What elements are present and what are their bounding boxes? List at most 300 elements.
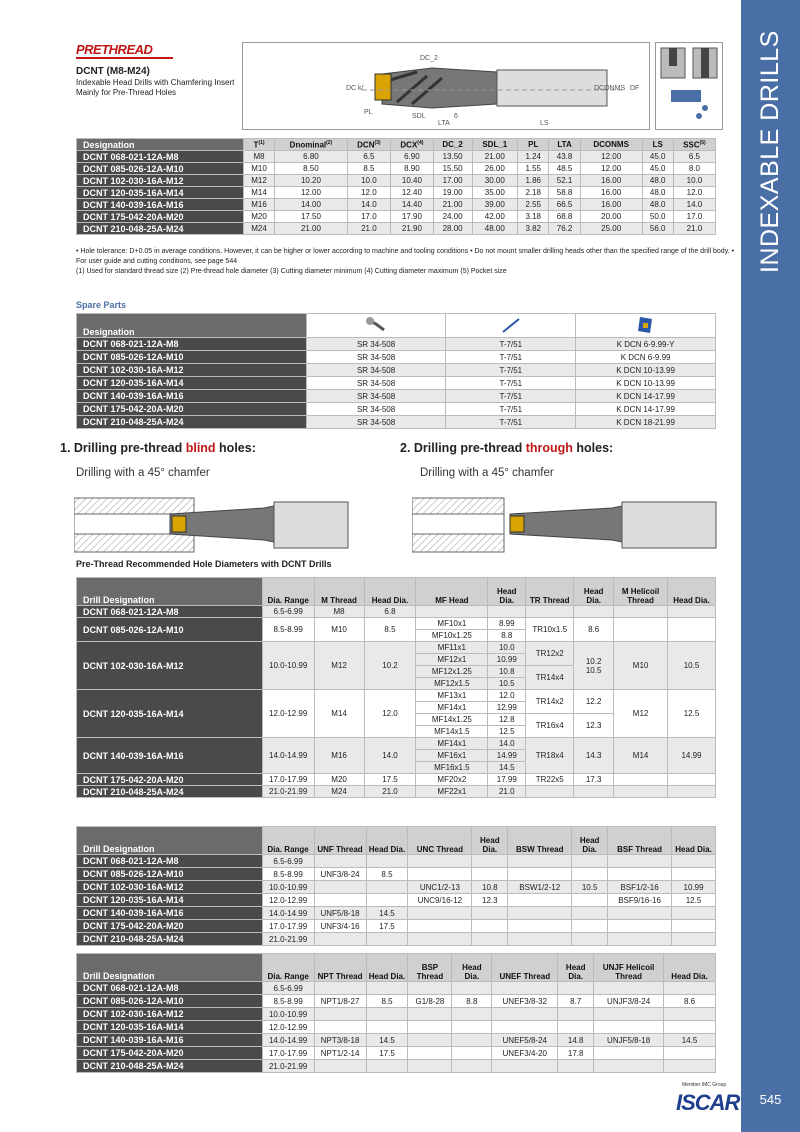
- cell-bsw-thread: [508, 920, 572, 933]
- cell-head-dia: [452, 1047, 492, 1060]
- cell-unf-thread: [314, 881, 366, 894]
- header-label: LS: [652, 140, 663, 149]
- row-designation: DCNT 102-030-16A-M12: [77, 642, 263, 690]
- label-ls: LS: [540, 120, 549, 127]
- cell-dc-2: 13.50: [433, 151, 472, 163]
- header-head-dia: Head Dia.: [558, 954, 594, 982]
- header-ls: [642, 139, 673, 151]
- head-dia: [668, 774, 716, 786]
- cell-bsf-thread: [608, 920, 672, 933]
- cell-head-dia: [664, 982, 716, 995]
- cell-dconms: 12.00: [580, 151, 642, 163]
- row-designation: DCNT 068-021-12A-M8: [77, 855, 263, 868]
- head-dia: 10.99: [488, 654, 526, 666]
- table-row: [77, 187, 716, 199]
- cell-lta: 68.8: [549, 211, 580, 223]
- cell-bsf-thread: BSF9/16-16: [608, 894, 672, 907]
- head-dia: [488, 606, 526, 618]
- header-tr-thread: TR Thread: [526, 578, 574, 606]
- page-number: 545: [759, 1092, 782, 1107]
- key-cell: T-7/51: [446, 351, 576, 364]
- cell-pl: 1.55: [518, 163, 549, 175]
- cell-unjf-helicoil-thread: [594, 982, 664, 995]
- tr-thread: TR18x4: [526, 738, 574, 774]
- table-row: [77, 416, 716, 429]
- cell-unf-thread: [314, 894, 366, 907]
- head-dia: 14.5: [488, 762, 526, 774]
- header-lta: [549, 139, 580, 151]
- header-unc-thread: UNC Thread: [408, 827, 472, 855]
- head-dia: 6.8: [364, 606, 416, 618]
- insert-cell: K DCN 18-21.99: [576, 416, 716, 429]
- cell-dia-range: 21.0-21.99: [262, 1060, 314, 1073]
- cell-head-dia: [672, 855, 716, 868]
- cell-dcx: 14.40: [391, 199, 434, 211]
- table-row: [77, 920, 716, 933]
- tr-thread: TR16x4: [526, 714, 574, 738]
- cell-head-dia: [452, 1008, 492, 1021]
- cell-bsw-thread: [508, 855, 572, 868]
- table-row: [77, 1047, 716, 1060]
- header-dcn: [347, 139, 390, 151]
- table-row: [77, 199, 716, 211]
- cell-dia-range: 21.0-21.99: [262, 933, 314, 946]
- cell-bsp-thread: G1/8-28: [408, 995, 452, 1008]
- tr-thread: TR14x4: [526, 666, 574, 690]
- cell-ls: 48.0: [642, 199, 673, 211]
- cell-head-dia: 8.8: [452, 995, 492, 1008]
- cell-head-dia: [366, 1021, 408, 1034]
- cell-head-dia: [572, 894, 608, 907]
- cell-lta: 76.2: [549, 223, 580, 235]
- cell-dc-2: 21.00: [433, 199, 472, 211]
- row-designation: DCNT 120-035-16A-M14: [77, 377, 307, 390]
- cell-sdl-1: 21.00: [472, 151, 518, 163]
- mf-head: MF14x1: [416, 738, 488, 750]
- cell-sdl-1: 42.00: [472, 211, 518, 223]
- product-subtitle: Indexable Head Drills with Chamfering Insert Mainly for Pre-Thread Holes: [76, 78, 235, 97]
- cell-pl: 3.18: [518, 211, 549, 223]
- table-row: [77, 163, 716, 175]
- helicoil-thread: M10: [614, 642, 668, 690]
- cell-npt-thread: NPT3/8-18: [314, 1034, 366, 1047]
- section2-heading: [400, 441, 613, 455]
- table-row: [77, 881, 716, 894]
- head-dia: 12.2: [574, 690, 614, 714]
- header-drill-designation: Drill Designation: [77, 578, 263, 606]
- header-bsf-thread: BSF Thread: [608, 827, 672, 855]
- insert-icon: [634, 315, 658, 335]
- cell-sdl-1: 39.00: [472, 199, 518, 211]
- cell-unef-thread: [492, 1008, 558, 1021]
- cell-sdl-1: 48.00: [472, 223, 518, 235]
- key-cell: T-7/51: [446, 338, 576, 351]
- header-label: DCONMS: [593, 140, 629, 149]
- through-hole-diagram: [412, 496, 722, 554]
- header-label: DCN: [357, 140, 375, 150]
- cell-head-dia: [472, 907, 508, 920]
- cell-dcn: 6.5: [347, 151, 390, 163]
- table-row: [77, 1021, 716, 1034]
- mf-head: MF10x1: [416, 618, 488, 630]
- dia-range: 17.0-17.99: [262, 774, 314, 786]
- m-thread: M10: [314, 618, 364, 642]
- cell-head-dia: 14.5: [664, 1034, 716, 1047]
- cell-dnominal: 14.00: [275, 199, 347, 211]
- cell-dc-2: 28.00: [433, 223, 472, 235]
- row-designation: DCNT 068-021-12A-M8: [77, 151, 244, 163]
- spare-parts-table: [76, 313, 716, 429]
- cell-bsf-thread: [608, 933, 672, 946]
- row-designation: DCNT 068-021-12A-M8: [77, 982, 263, 995]
- cell-dnominal: 10.20: [275, 175, 347, 187]
- head-dia: 10.0: [488, 642, 526, 654]
- cell-head-dia: [558, 1021, 594, 1034]
- cell-dc-2: 15.50: [433, 163, 472, 175]
- head-dia: 8.5: [364, 618, 416, 642]
- cell-unc-thread: UNC1/2-13: [408, 881, 472, 894]
- tr-thread: TR14x2: [526, 690, 574, 714]
- cell-head-dia: [366, 1008, 408, 1021]
- insert-cell: K DCN 14-17.99: [576, 390, 716, 403]
- cell-pl: 1.24: [518, 151, 549, 163]
- header-label: PL: [528, 140, 539, 149]
- insert-icon-cell: [576, 314, 716, 338]
- cell-dia-range: 17.0-17.99: [262, 1047, 314, 1060]
- cell-head-dia: [572, 920, 608, 933]
- cell-bsp-thread: [408, 982, 452, 995]
- header-footnote: (5): [699, 139, 706, 146]
- header-label: SDL_1: [482, 140, 508, 149]
- head-dia: 21.0: [488, 786, 526, 798]
- row-designation: DCNT 140-039-16A-M16: [77, 738, 263, 774]
- cell-bsp-thread: [408, 1060, 452, 1073]
- cell-npt-thread: NPT1/2-14: [314, 1047, 366, 1060]
- row-designation: DCNT 085-026-12A-M10: [77, 163, 244, 175]
- head-dia: 12.0: [488, 690, 526, 702]
- cell-bsf-thread: [608, 868, 672, 881]
- rec-table-title: Pre-Thread Recommended Hole Diameters with DCNT Drills: [76, 559, 332, 569]
- row-designation: DCNT 102-030-16A-M12: [77, 175, 244, 187]
- spare-parts-label: Spare Parts: [76, 300, 127, 310]
- mf-head: MF12x1: [416, 654, 488, 666]
- head-dia: 21.0: [364, 786, 416, 798]
- head-dia: 14.0: [364, 738, 416, 774]
- cell-dia-range: 17.0-17.99: [262, 920, 314, 933]
- head-dia: 8.8: [488, 630, 526, 642]
- cell-unc-thread: [408, 855, 472, 868]
- helicoil-thread: [614, 618, 668, 642]
- section2-sub: Drilling with a 45° chamfer: [420, 467, 554, 479]
- cell-unc-thread: [408, 868, 472, 881]
- header-designation: [77, 139, 244, 151]
- mf-head: MF20x2: [416, 774, 488, 786]
- cell-head-dia: 17.5: [366, 1047, 408, 1060]
- cell-npt-thread: [314, 1060, 366, 1073]
- header-drill-designation: Drill Designation: [77, 954, 263, 982]
- cell-unc-thread: [408, 933, 472, 946]
- cell-dia-range: 8.5-8.99: [262, 995, 314, 1008]
- unc-thread-table: [76, 826, 716, 946]
- header-footnote: (3): [374, 139, 381, 146]
- cell-head-dia: [572, 933, 608, 946]
- m-thread: M14: [314, 690, 364, 738]
- header-head-dia: Head Dia.: [452, 954, 492, 982]
- cell-ls: 45.0: [642, 151, 673, 163]
- cell-head-dia: 14.5: [366, 907, 408, 920]
- key-cell: T-7/51: [446, 403, 576, 416]
- cell-dcx: 17.90: [391, 211, 434, 223]
- cell-pl: 2.18: [518, 187, 549, 199]
- cell-head-dia: 17.8: [558, 1047, 594, 1060]
- table-row: [77, 351, 716, 364]
- header-dia-range: Dia. Range: [262, 954, 314, 982]
- cell-head-dia: [366, 881, 408, 894]
- head-dia: 14.99: [488, 750, 526, 762]
- header-footnote: (2): [326, 139, 333, 146]
- cell-head-dia: [366, 894, 408, 907]
- m-thread: M16: [314, 738, 364, 774]
- header-footnote: (4): [417, 139, 424, 146]
- label-sdl: SDL: [412, 113, 426, 120]
- cell-dconms: 16.00: [580, 187, 642, 199]
- header-dia-range: Dia. Range: [262, 578, 314, 606]
- head-dia: 17.99: [488, 774, 526, 786]
- insert-cell: K DCN 10-13.99: [576, 364, 716, 377]
- cell-unjf-helicoil-thread: [594, 1060, 664, 1073]
- cell-ls: 56.0: [642, 223, 673, 235]
- header-t: [243, 139, 274, 151]
- cell-t: M10: [243, 163, 274, 175]
- header-dia-range: Dia. Range: [262, 827, 314, 855]
- cell-dconms: 20.00: [580, 211, 642, 223]
- label-pl: PL: [364, 109, 373, 116]
- row-designation: DCNT 085-026-12A-M10: [77, 868, 263, 881]
- helicoil-thread: M14: [614, 738, 668, 774]
- cell-head-dia: [672, 920, 716, 933]
- mf-head: MF14x1: [416, 702, 488, 714]
- header-m-helicoil-thread: M Helicoil Thread: [614, 578, 668, 606]
- row-designation: DCNT 175-042-20A-M20: [77, 920, 263, 933]
- label-df: DF: [630, 85, 640, 92]
- cell-t: M14: [243, 187, 274, 199]
- head-dia: 17.5: [364, 774, 416, 786]
- cell-npt-thread: [314, 1021, 366, 1034]
- cell-head-dia: [664, 1021, 716, 1034]
- cell-unjf-helicoil-thread: [594, 1008, 664, 1021]
- row-designation: DCNT 120-035-16A-M14: [77, 894, 263, 907]
- head-dia: 14.99: [668, 738, 716, 774]
- cell-ls: 45.0: [642, 163, 673, 175]
- cell-unef-thread: UNEF3/8-32: [492, 995, 558, 1008]
- cell-npt-thread: [314, 982, 366, 995]
- tr-head-dia: 10.2: [585, 656, 602, 666]
- cell-dia-range: 10.0-10.99: [262, 1008, 314, 1021]
- tr-thread: TR22x5: [526, 774, 574, 786]
- cell-head-dia: 8.7: [558, 995, 594, 1008]
- cell-dcn: 12.0: [347, 187, 390, 199]
- notes: [76, 247, 736, 277]
- cell-sdl-1: 26.00: [472, 163, 518, 175]
- header-label: Designation: [83, 140, 135, 150]
- row-designation: DCNT 210-048-25A-M24: [77, 933, 263, 946]
- cell-dconms: 25.00: [580, 223, 642, 235]
- cell-t: M24: [243, 223, 274, 235]
- key-cell: T-7/51: [446, 390, 576, 403]
- screw-icon-cell: [306, 314, 446, 338]
- cell-unjf-helicoil-thread: UNJF5/8-18: [594, 1034, 664, 1047]
- row-designation: DCNT 085-026-12A-M10: [77, 351, 307, 364]
- header-label: LTA: [557, 140, 572, 149]
- cell-bsw-thread: BSW1/2-12: [508, 881, 572, 894]
- header-drill-designation: Drill Designation: [77, 827, 263, 855]
- cell-unf-thread: [314, 933, 366, 946]
- header-head-dia: Head Dia.: [672, 827, 716, 855]
- cell-sdl-1: 30.00: [472, 175, 518, 187]
- table-row: [77, 338, 716, 351]
- cell-head-dia: 10.8: [472, 881, 508, 894]
- cell-dia-range: 10.0-10.99: [262, 881, 314, 894]
- cell-ssc: 14.0: [673, 199, 715, 211]
- head-dia: [668, 618, 716, 642]
- cell-dcn: 8.5: [347, 163, 390, 175]
- cell-dcx: 21.90: [391, 223, 434, 235]
- row-designation: DCNT 085-026-12A-M10: [77, 618, 263, 642]
- header-bsw-thread: BSW Thread: [508, 827, 572, 855]
- row-designation: DCNT 102-030-16A-M12: [77, 1008, 263, 1021]
- logo-member-text: Member IMC Group: [682, 1082, 727, 1088]
- row-designation: DCNT 120-035-16A-M14: [77, 690, 263, 738]
- cell-unc-thread: UNC9/16-12: [408, 894, 472, 907]
- notes-line2: (1) Used for standard thread size (2) Pre-thread hole diameter (3) Cutting diameter minimum (4) Cutting diameter maximum (5) Pocket size: [76, 268, 507, 275]
- cell-dnominal: 6.80: [275, 151, 347, 163]
- cell-dnominal: 21.00: [275, 223, 347, 235]
- product-title: DCNT (M8-M24): [76, 66, 150, 77]
- screw-cell: SR 34-508: [306, 416, 446, 429]
- cell-lta: 43.8: [549, 151, 580, 163]
- cell-unc-thread: [408, 920, 472, 933]
- helicoil-thread: M12: [614, 690, 668, 738]
- cell-head-dia: [472, 868, 508, 881]
- header-dconms: [580, 139, 642, 151]
- section1-suffix: holes:: [215, 441, 256, 455]
- mf-head: MF12x1.5: [416, 678, 488, 690]
- brand-title: PRETHREAD: [76, 42, 153, 57]
- cell-unef-thread: [492, 1021, 558, 1034]
- header-label: DCX: [400, 140, 418, 150]
- cell-head-dia: [664, 1008, 716, 1021]
- head-dia: 12.8: [488, 714, 526, 726]
- section1-heading: [60, 441, 256, 455]
- cell-unjf-helicoil-thread: UNJF3/8-24: [594, 995, 664, 1008]
- header-head-dia: Head Dia.: [664, 954, 716, 982]
- head-dia: 12.3: [574, 714, 614, 738]
- cell-head-dia: [558, 1008, 594, 1021]
- screw-cell: SR 34-508: [306, 390, 446, 403]
- header-head-dia: Head Dia.: [488, 578, 526, 606]
- cell-dnominal: 12.00: [275, 187, 347, 199]
- header-unjf-helicoil-thread: UNJF Helicoil Thread: [594, 954, 664, 982]
- header-head-dia: Head Dia.: [366, 827, 408, 855]
- cell-npt-thread: NPT1/8-27: [314, 995, 366, 1008]
- cell-t: M8: [243, 151, 274, 163]
- table-row: [77, 390, 716, 403]
- cell-dia-range: 8.5-8.99: [262, 868, 314, 881]
- cell-lta: 52.1: [549, 175, 580, 187]
- insert-cell: K DCN 6-9.99: [576, 351, 716, 364]
- header-unf-thread: UNF Thread: [314, 827, 366, 855]
- key-cell: T-7/51: [446, 364, 576, 377]
- cell-ssc: 21.0: [673, 223, 715, 235]
- head-dia: 12.5: [668, 690, 716, 738]
- table-row: [77, 1034, 716, 1047]
- insert-cell: K DCN 14-17.99: [576, 403, 716, 416]
- mf-head: MF12x1.25: [416, 666, 488, 678]
- row-designation: DCNT 102-030-16A-M12: [77, 364, 307, 377]
- table-row: [77, 223, 716, 235]
- dia-range: 6.5-6.99: [262, 606, 314, 618]
- head-dia: 14.3: [574, 738, 614, 774]
- screw-cell: SR 34-508: [306, 351, 446, 364]
- cell-dconms: 16.00: [580, 175, 642, 187]
- row-designation: DCNT 210-048-25A-M24: [77, 223, 244, 235]
- key-icon-cell: [446, 314, 576, 338]
- cell-bsp-thread: [408, 1008, 452, 1021]
- icons-box: [655, 42, 723, 130]
- cell-head-dia: [672, 868, 716, 881]
- row-designation: DCNT 175-042-20A-M20: [77, 211, 244, 223]
- cell-head-dia: 12.5: [672, 894, 716, 907]
- main-spec-table: [76, 138, 716, 235]
- dia-range: 10.0-10.99: [262, 642, 314, 690]
- table-row: [77, 868, 716, 881]
- cell-head-dia: [366, 1060, 408, 1073]
- label-lta: LTA: [438, 120, 450, 127]
- header-head-dia: Head Dia.: [668, 578, 716, 606]
- iscar-logo: ISCAR: [676, 1090, 740, 1115]
- table-row: [77, 151, 716, 163]
- cell-head-dia: 8.5: [366, 995, 408, 1008]
- row-designation: DCNT 175-042-20A-M20: [77, 403, 307, 416]
- cell-dconms: 16.00: [580, 199, 642, 211]
- header-head-dia: Head Dia.: [574, 578, 614, 606]
- cell-dnominal: 17.50: [275, 211, 347, 223]
- notes-line1: • Hole tolerance: D+0.05 in average conditions. However, it can be higher or lower according to machine and tooling conditions • Do not mount smaller drilling heads other than the specified range of the drill body. • For user guide and cutting conditions, see page 544: [76, 248, 735, 265]
- label-dck: DC k/: [346, 85, 364, 92]
- label-dc2: DC_2: [420, 55, 438, 62]
- m-thread-table: [76, 577, 716, 798]
- side-title: INDEXABLE DRILLS: [756, 30, 784, 273]
- cell-dc-2: 19.00: [433, 187, 472, 199]
- head-dia: 8.99: [488, 618, 526, 630]
- mf-head: MF16x1.5: [416, 762, 488, 774]
- insert-cell: K DCN 10-13.99: [576, 377, 716, 390]
- table-row: [77, 403, 716, 416]
- cell-dia-range: 12.0-12.99: [262, 1021, 314, 1034]
- drill-drawing: [242, 42, 650, 130]
- row-designation: DCNT 085-026-12A-M10: [77, 995, 263, 1008]
- header-dnominal: [275, 139, 347, 151]
- key-cell: T-7/51: [446, 416, 576, 429]
- label-dconms: DCONMS: [594, 85, 626, 92]
- cell-head-dia: 8.6: [664, 995, 716, 1008]
- head-dia: 14.0: [488, 738, 526, 750]
- head-dia: [668, 786, 716, 798]
- cell-ls: 48.0: [642, 175, 673, 187]
- table-row: [77, 175, 716, 187]
- header-bsp-thread: BSP Thread: [408, 954, 452, 982]
- cell-unjf-helicoil-thread: [594, 1021, 664, 1034]
